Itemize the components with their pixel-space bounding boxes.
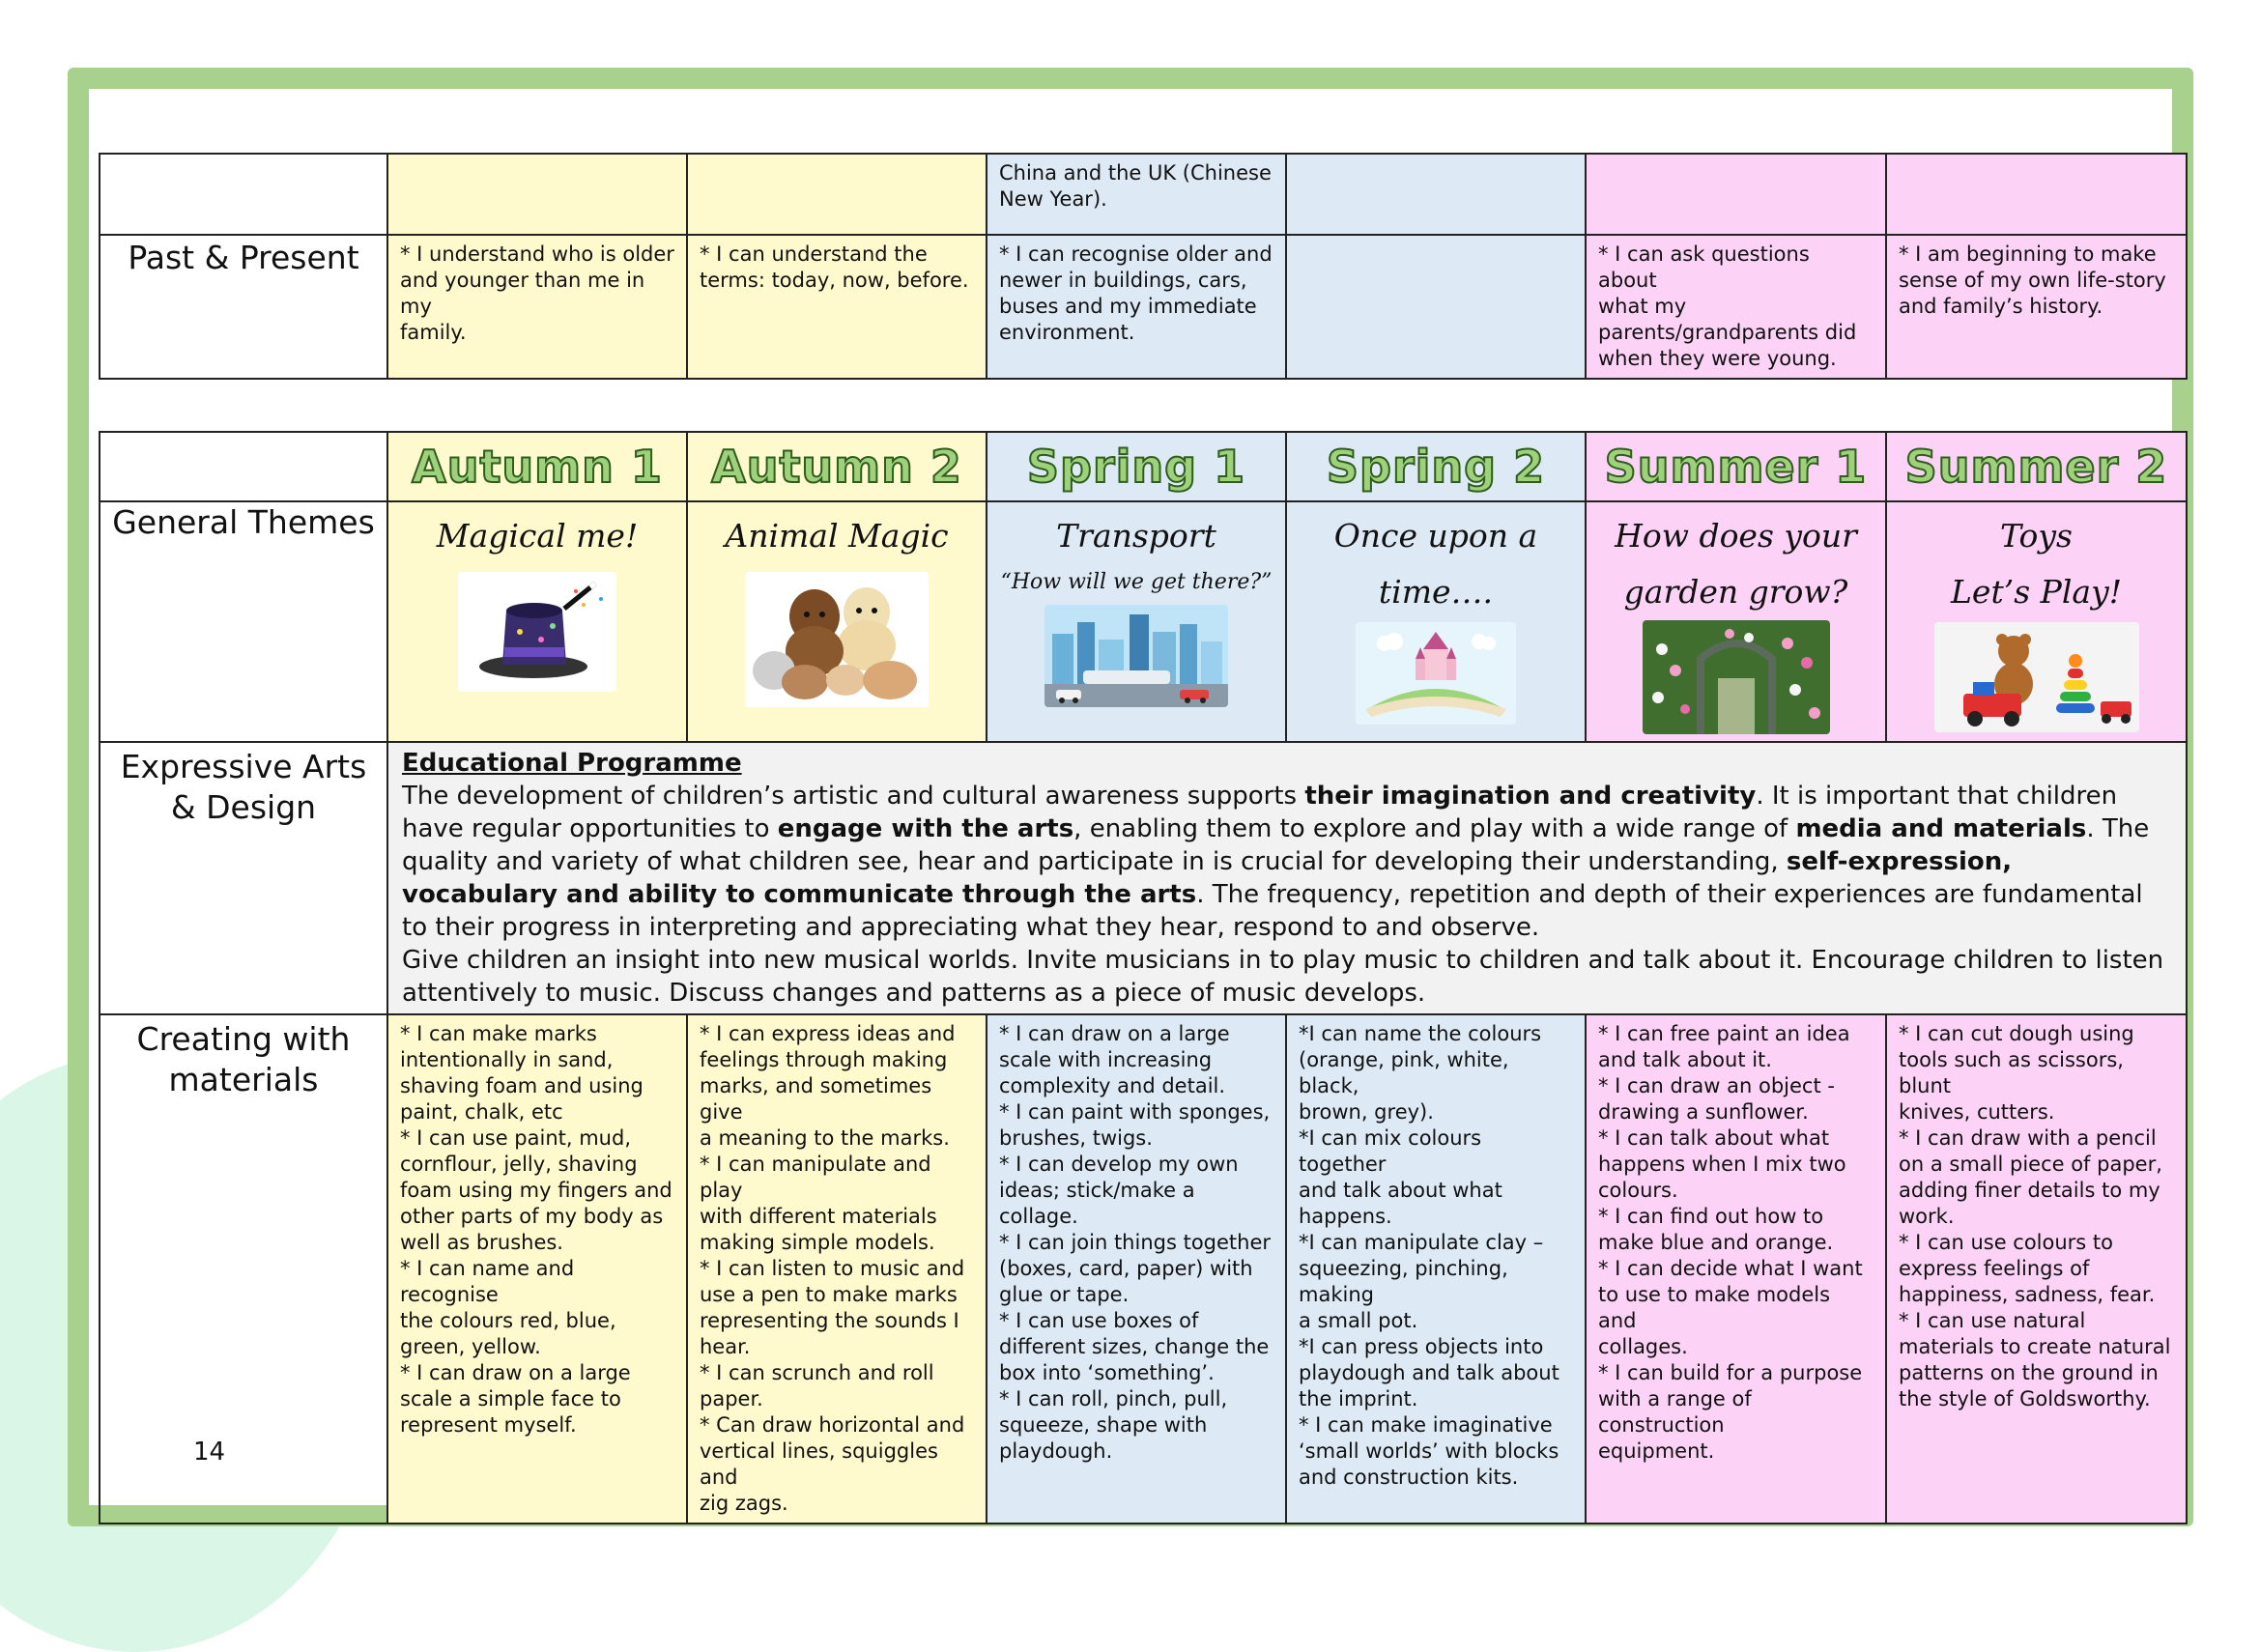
season-summer-2: Summer 2 [1886,432,2187,501]
educational-programme-paragraph-1 [402,780,2172,944]
table-cell: * I can draw on a large scale with increasing complexity and detail. * I can paint with sponges, brushes, twigs. * I can develop my own ideas; stick/make a collage. * I can join things together (boxes, card, paper) with glue or tape. * I can use boxes of different sizes, change the box into ‘something’. * I can roll, pinch, pull, squeeze, shape with playdough. [987,1014,1286,1524]
table-cell: * I can express ideas and feelings through making marks, and sometimes give a meaning to the marks. * I can manipulate and play with different materials making simple models. * I can listen to music and use a pen to make marks representing the sounds I hear. * I can scrunch and roll paper. * Can draw horizontal and vertical lines, squiggles and zig zags. [687,1014,987,1524]
blank-cell [1586,154,1886,235]
theme-title: Toys [2000,517,2073,555]
table-cell [1286,235,1586,379]
season-autumn-2: Autumn 2 [687,432,987,501]
theme-once-upon-a-time [1286,501,1586,742]
table-cell: * I am beginning to make sense of my own life-story and family’s history. [1886,235,2187,379]
table-cell: China and the UK (Chinese New Year). [987,154,1286,235]
table-cell: * I can ask questions about what my parents/grandparents did when they were young. [1586,235,1886,379]
theme-title: How does your garden grow? [1615,517,1857,611]
theme-title: Transport [1056,517,1216,555]
blank-cell [1286,154,1586,235]
table-cell: * I can free paint an idea and talk about it. * I can draw an object - drawing a sunflower. * I can talk about what happens when I mix two colours. * I can find out how to make blue and orange. * I can decide what I want to use to make models and collages. * I can build for a purpose with a range of construction equipment. [1586,1014,1886,1524]
season-autumn-1: Autumn 1 [387,432,687,501]
magic-hat-image [458,572,616,692]
row-header-past-present: Past & Present [100,235,387,379]
text-run: The development of children’s artistic and cultural awareness supports [402,782,1305,811]
theme-subtitle: “How will we get there?” [1000,570,1273,594]
theme-title: Magical me! [436,517,639,555]
table-cell: * I can cut dough using tools such as scissors, blunt knives, cutters. * I can draw with a pencil on a small piece of paper, adding finer details to my work. * I can use colours to express feelings of happiness, sadness, fear. * I can use natural materials to create natural patterns on the ground in the style of Goldsworthy. [1886,1014,2187,1524]
page-number: 14 [193,1438,226,1467]
creating-materials-row [100,1014,2187,1524]
season-summer-1: Summer 1 [1586,432,1886,501]
blank-cell [687,154,987,235]
theme-toys [1886,501,2187,742]
text-run-bold: media and materials [1795,814,2087,843]
table-cell: * I can understand the terms: today, now, before. [687,235,987,379]
text-run-bold: engage with the arts [777,814,1074,843]
row-header-creating-materials: Creating with materials [100,1014,387,1524]
table-row-past-present [100,235,2187,379]
theme-magical-me [387,501,687,742]
theme-title: Animal Magic [725,517,949,555]
season-spring-1: Spring 1 [987,432,1286,501]
blank-cell [100,432,387,501]
season-header-row [100,432,2187,501]
table-cell: * I can recognise older and newer in buildings, cars, buses and my immediate environment. [987,235,1286,379]
table-cell: *I can name the colours (orange, pink, white, black, brown, grey). *I can mix colours together and talk about what happens. *I can manipulate clay – squeezing, pinching, making a small pot. *I can press objects into playdough and talk about the imprint. * I can make imaginative ‘small worlds’ with blocks and construction kits. [1286,1014,1586,1524]
text-run: . It is important that children have regular opportunities to [402,782,2118,843]
text-run: . The quality and variety of what children see, hear and participate in is crucial for developing their understanding, [402,814,2150,876]
animals-image [745,572,929,707]
row-header-expressive-arts: Expressive Arts & Design [100,742,387,1014]
text-run: . The frequency, repetition and depth of their experiences are fundamental to their progress in interpreting and appreciating what they hear, respond to and observe. [402,880,2143,942]
row-header-general-themes: General Themes [100,501,387,742]
storybook-castle-image [1356,622,1516,725]
theme-title: Once upon a time…. [1333,517,1538,611]
educational-programme-text [387,742,2187,1014]
blank-cell [100,154,387,235]
season-spring-2: Spring 2 [1286,432,1586,501]
toys-image [1934,622,2139,732]
expressive-arts-table [99,431,2188,1524]
blank-cell [1886,154,2187,235]
table-cell: * I understand who is older and younger than me in my family. [387,235,687,379]
past-present-table [99,153,2188,380]
general-themes-row [100,501,2187,742]
theme-animal-magic [687,501,987,742]
table-row [100,154,2187,235]
expressive-arts-row [100,742,2187,1014]
text-run: , enabling them to explore and play with a wide range of [1073,814,1796,843]
theme-transport [987,501,1286,742]
theme-garden-grow [1586,501,1886,742]
city-traffic-image [1044,605,1228,707]
theme-subtitle: Let’s Play! [1951,573,2122,611]
table-cell: * I can make marks intentionally in sand, shaving foam and using paint, chalk, etc * I can use paint, mud, cornflour, jelly, shaving foam using my fingers and other parts of my body as well as brushes. * I can name and recognise the colours red, blue, green, yellow. * I can draw on a large scale a simple face to represent myself. [387,1014,687,1524]
educational-programme-heading: Educational Programme [402,749,742,778]
text-run-bold: self-expression, vocabulary and ability to communicate through the arts [402,847,2013,909]
educational-programme-paragraph-2: Give children an insight into new musical worlds. Invite musicians in to play music to children and talk about it. Encourage children to listen attentively to music. Discuss changes and patterns as a piece of music develops. [402,946,2164,1008]
garden-arch-image [1643,620,1830,734]
text-run-bold: their imagination and creativity [1304,782,1757,811]
blank-cell [387,154,687,235]
